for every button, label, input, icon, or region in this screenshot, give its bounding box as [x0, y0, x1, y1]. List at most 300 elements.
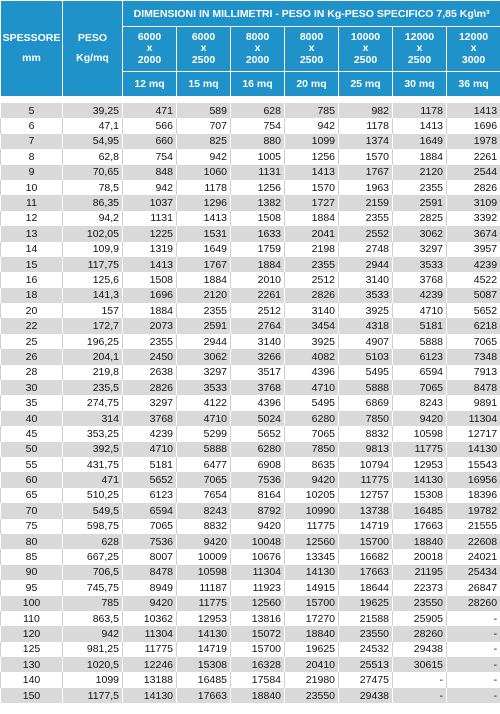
sheet-weight-cell: 18644	[339, 580, 393, 595]
sheet-weight-cell: 1037	[123, 195, 177, 210]
table-row	[1, 657, 500, 672]
sheet-weight-cell: -	[393, 688, 447, 703]
thickness-cell: 12	[1, 211, 63, 226]
table-row	[1, 457, 500, 472]
sheet-weight-cell: 27475	[339, 672, 393, 687]
table-row	[1, 149, 500, 164]
size-header: 8000 x 2500	[285, 27, 339, 72]
sheet-weight-cell: 5888	[393, 334, 447, 349]
sheet-weight-cell: 6594	[393, 365, 447, 380]
sheet-weight-cell: 4239	[123, 426, 177, 441]
sheet-weight-cell: 1413	[123, 257, 177, 272]
sheet-weight-cell: 29438	[339, 688, 393, 703]
sheet-weight-cell: 1178	[393, 103, 447, 118]
table-row	[1, 626, 500, 641]
sheet-weight-cell: -	[447, 611, 500, 626]
weight-per-sqm-cell: 314	[63, 411, 123, 426]
sheet-weight-cell: 10205	[285, 488, 339, 503]
sheet-weight-cell: 4082	[285, 349, 339, 364]
sheet-weight-cell: -	[447, 642, 500, 657]
sheet-weight-cell: 3297	[177, 365, 231, 380]
sheet-weight-cell: 14719	[177, 642, 231, 657]
sheet-weight-cell: 11775	[285, 519, 339, 534]
sheet-weight-cell: 660	[123, 134, 177, 149]
sheet-weight-cell: 11187	[177, 580, 231, 595]
thickness-cell: 150	[1, 688, 63, 703]
table-row	[1, 688, 500, 703]
sheet-weight-cell: 9420	[231, 519, 285, 534]
table-row	[1, 519, 500, 534]
sheet-weight-cell: 7065	[285, 426, 339, 441]
weight-per-sqm-cell: 745,75	[63, 580, 123, 595]
sheet-weight-cell: 2826	[123, 380, 177, 395]
sheet-weight-cell: 8635	[285, 457, 339, 472]
sheet-weight-cell: 15700	[285, 596, 339, 611]
sheet-weight-cell: 2748	[339, 242, 393, 257]
table-row	[1, 503, 500, 518]
sheet-weight-cell: 2944	[339, 257, 393, 272]
thickness-cell: 120	[1, 626, 63, 641]
table-row	[1, 365, 500, 380]
sheet-weight-cell: 25905	[393, 611, 447, 626]
sheet-weight-cell: 1884	[393, 149, 447, 164]
thickness-cell: 85	[1, 549, 63, 564]
weight-per-sqm-cell: 471	[63, 472, 123, 487]
weight-per-sqm-cell: 274,75	[63, 395, 123, 410]
area-header: 25 mq	[339, 72, 393, 97]
table-row	[1, 642, 500, 657]
sheet-weight-cell: 10794	[339, 457, 393, 472]
sheet-weight-cell: 1131	[231, 165, 285, 180]
sheet-weight-cell: 2826	[447, 180, 500, 195]
sheet-weight-cell: 4907	[339, 334, 393, 349]
sheet-weight-cell: 1131	[123, 211, 177, 226]
thickness-cell: 55	[1, 457, 63, 472]
sheet-weight-cell: 23550	[393, 596, 447, 611]
sheet-weight-cell: 2159	[339, 195, 393, 210]
thickness-cell: 100	[1, 596, 63, 611]
sheet-weight-cell: -	[447, 626, 500, 641]
sheet-weight-cell: 10598	[177, 565, 231, 580]
sheet-weight-cell: 22373	[393, 580, 447, 595]
sheet-weight-cell: 942	[123, 180, 177, 195]
sheet-weight-cell: 22608	[447, 534, 500, 549]
thickness-cell: 40	[1, 411, 63, 426]
sheet-weight-cell: 3297	[123, 395, 177, 410]
thickness-cell: 140	[1, 672, 63, 687]
sheet-weight-cell: 2512	[285, 272, 339, 287]
sheet-weight-cell: 17663	[339, 565, 393, 580]
sheet-weight-cell: 1696	[123, 288, 177, 303]
sheet-weight-cell: 628	[231, 103, 285, 118]
sheet-weight-cell: 1649	[393, 134, 447, 149]
sheet-weight-cell: 13188	[123, 672, 177, 687]
sheet-weight-cell: 19625	[285, 642, 339, 657]
sheet-weight-cell: 2261	[447, 149, 500, 164]
sheet-weight-cell: 24532	[339, 642, 393, 657]
sheet-weight-cell: 1225	[123, 226, 177, 241]
sheet-weight-cell: 848	[123, 165, 177, 180]
sheet-weight-cell: 6123	[123, 488, 177, 503]
weight-per-sqm-cell: 706,5	[63, 565, 123, 580]
sheet-weight-cell: 1570	[285, 180, 339, 195]
weight-per-sqm-cell: 667,25	[63, 549, 123, 564]
sheet-weight-cell: 6869	[339, 395, 393, 410]
sheet-weight-cell: 982	[339, 103, 393, 118]
sheet-weight-cell: 9813	[339, 442, 393, 457]
sheet-weight-cell: 12246	[123, 657, 177, 672]
sheet-weight-cell: 1413	[447, 103, 500, 118]
sheet-weight-cell: 21980	[285, 672, 339, 687]
sheet-weight-cell: 8832	[177, 519, 231, 534]
sheet-weight-cell: 5652	[123, 472, 177, 487]
sheet-weight-cell: 11775	[339, 472, 393, 487]
sheet-weight-cell: 17584	[231, 672, 285, 687]
sheet-weight-cell: 5103	[339, 349, 393, 364]
sheet-weight-cell: 5087	[447, 288, 500, 303]
sheet-weight-cell: 1382	[231, 195, 285, 210]
sheet-weight-cell: 3140	[285, 303, 339, 318]
sheet-weight-cell: 6218	[447, 318, 500, 333]
sheet-weight-cell: 5495	[339, 365, 393, 380]
sheet-weight-cell: 12953	[393, 457, 447, 472]
sheet-weight-cell: 10676	[231, 549, 285, 564]
sheet-weight-cell: 3062	[177, 349, 231, 364]
sheet-weight-cell: 29438	[393, 642, 447, 657]
sheet-weight-cell: 8949	[123, 580, 177, 595]
sheet-weight-cell: 4710	[393, 303, 447, 318]
sheet-weight-cell: 2591	[177, 318, 231, 333]
sheet-weight-cell: 10009	[177, 549, 231, 564]
sheet-weight-cell: 3297	[393, 242, 447, 257]
weight-per-sqm-cell: 353,25	[63, 426, 123, 441]
sheet-weight-cell: 9420	[123, 596, 177, 611]
sheet-weight-cell: 785	[285, 103, 339, 118]
size-header: 6000 x 2500	[177, 27, 231, 72]
sheet-weight-cell: 3768	[231, 380, 285, 395]
weight-per-sqm-cell: 62,8	[63, 149, 123, 164]
weight-per-sqm-cell: 785	[63, 596, 123, 611]
area-header: 12 mq	[123, 72, 177, 97]
sheet-weight-cell: 9420	[393, 411, 447, 426]
sheet-weight-cell: 18840	[231, 688, 285, 703]
sheet-weight-cell: 7065	[447, 334, 500, 349]
sheet-weight-cell: 21195	[393, 565, 447, 580]
spessore-header: SPESSORE mm	[1, 1, 63, 97]
sheet-weight-cell: 16956	[447, 472, 500, 487]
sheet-weight-cell: 754	[123, 149, 177, 164]
sheet-weight-cell: 16682	[339, 549, 393, 564]
sheet-weight-cell: 12560	[285, 534, 339, 549]
sheet-weight-cell: 11775	[393, 442, 447, 457]
table-row	[1, 303, 500, 318]
sheet-weight-cell: 14130	[447, 442, 500, 457]
sheet-weight-cell: 2198	[285, 242, 339, 257]
weight-per-sqm-cell: 125,6	[63, 272, 123, 287]
sheet-weight-cell: 1978	[447, 134, 500, 149]
thickness-cell: 11	[1, 195, 63, 210]
thickness-cell: 26	[1, 349, 63, 364]
weight-per-sqm-cell: 141,3	[63, 288, 123, 303]
sheet-weight-cell: -	[447, 672, 500, 687]
sheet-weight-cell: 2355	[339, 211, 393, 226]
sheet-weight-cell: 1633	[231, 226, 285, 241]
thickness-cell: 15	[1, 257, 63, 272]
sheet-weight-cell: 7536	[231, 472, 285, 487]
table-row	[1, 411, 500, 426]
sheet-weight-cell: 1296	[177, 195, 231, 210]
table-row	[1, 534, 500, 549]
sheet-weight-cell: 12757	[339, 488, 393, 503]
sheet-weight-cell: 5024	[231, 411, 285, 426]
thickness-cell: 8	[1, 149, 63, 164]
sheet-weight-cell: 3674	[447, 226, 500, 241]
sheet-weight-cell: 10362	[123, 611, 177, 626]
sheet-weight-cell: 8478	[123, 565, 177, 580]
sheet-weight-cell: 566	[123, 118, 177, 133]
sheet-weight-cell: 8792	[231, 503, 285, 518]
sheet-weight-cell: 7065	[177, 472, 231, 487]
sheet-weight-cell: 1099	[285, 134, 339, 149]
sheet-weight-cell: 14130	[177, 626, 231, 641]
sheet-weight-cell: 1884	[231, 257, 285, 272]
sheet-weight-cell: 3533	[393, 257, 447, 272]
sheet-weight-cell: 16485	[177, 672, 231, 687]
thickness-cell: 6	[1, 118, 63, 133]
thickness-cell: 28	[1, 365, 63, 380]
sheet-weight-cell: 4122	[177, 395, 231, 410]
sheet-weight-cell: 3925	[285, 334, 339, 349]
sheet-weight-cell: 7065	[123, 519, 177, 534]
sheet-weight-cell: 10990	[285, 503, 339, 518]
weight-per-sqm-cell: 598,75	[63, 519, 123, 534]
table-row	[1, 472, 500, 487]
sheet-weight-cell: 6280	[231, 442, 285, 457]
sheet-weight-cell: 1178	[339, 118, 393, 133]
table-row	[1, 426, 500, 441]
sheet-weight-cell: 1727	[285, 195, 339, 210]
sheet-weight-cell: 17270	[285, 611, 339, 626]
sheet-weight-cell: 25434	[447, 565, 500, 580]
weight-per-sqm-cell: 196,25	[63, 334, 123, 349]
thickness-cell: 10	[1, 180, 63, 195]
sheet-weight-cell: 6477	[177, 457, 231, 472]
weight-per-sqm-cell: 157	[63, 303, 123, 318]
thickness-cell: 90	[1, 565, 63, 580]
sheet-weight-cell: 2591	[393, 195, 447, 210]
size-header: 12000 x 2500	[393, 27, 447, 72]
sheet-weight-cell: 1005	[231, 149, 285, 164]
sheet-weight-cell: 2826	[285, 288, 339, 303]
sheet-weight-cell: 1508	[231, 211, 285, 226]
sheet-weight-cell: 4710	[123, 442, 177, 457]
sheet-weight-cell: 1531	[177, 226, 231, 241]
table-row	[1, 118, 500, 133]
sheet-weight-cell: 6594	[123, 503, 177, 518]
weight-per-sqm-cell: 172,7	[63, 318, 123, 333]
sheet-weight-cell: 825	[177, 134, 231, 149]
sheet-weight-cell: 5652	[231, 426, 285, 441]
sheet-weight-cell: 1884	[285, 211, 339, 226]
sheet-weight-cell: 11304	[123, 626, 177, 641]
thickness-cell: 75	[1, 519, 63, 534]
weight-per-sqm-cell: 39,25	[63, 103, 123, 118]
sheet-weight-cell: 3140	[339, 272, 393, 287]
sheet-weight-cell: 5495	[285, 395, 339, 410]
area-header: 36 mq	[447, 72, 500, 97]
sheet-weight-cell: 5888	[339, 380, 393, 395]
sheet-weight-cell: 2544	[447, 165, 500, 180]
sheet-weight-cell: 1884	[123, 303, 177, 318]
sheet-weight-cell: 1413	[177, 211, 231, 226]
table-row	[1, 257, 500, 272]
sheet-weight-cell: 15072	[231, 626, 285, 641]
table-row	[1, 488, 500, 503]
sheet-weight-cell: 6123	[393, 349, 447, 364]
sheet-weight-cell: 2450	[123, 349, 177, 364]
sheet-weight-cell: 4396	[285, 365, 339, 380]
weight-per-sqm-cell: 1099	[63, 672, 123, 687]
thickness-cell: 35	[1, 395, 63, 410]
table-row	[1, 211, 500, 226]
sheet-weight-cell: 25513	[339, 657, 393, 672]
sheet-weight-cell: 8243	[177, 503, 231, 518]
thickness-cell: 95	[1, 580, 63, 595]
size-header: 12000 x 3000	[447, 27, 500, 72]
sheet-weight-cell: 12953	[177, 611, 231, 626]
sheet-weight-cell: 707	[177, 118, 231, 133]
sheet-weight-cell: 7850	[339, 411, 393, 426]
sheet-weight-cell: 16328	[231, 657, 285, 672]
sheet-weight-cell: 1963	[339, 180, 393, 195]
weight-per-sqm-cell: 981,25	[63, 642, 123, 657]
sheet-weight-cell: 1060	[177, 165, 231, 180]
sheet-weight-cell: 23550	[285, 688, 339, 703]
weight-per-sqm-cell: 549,5	[63, 503, 123, 518]
sheet-weight-cell: 2120	[393, 165, 447, 180]
weight-per-sqm-cell: 70,65	[63, 165, 123, 180]
sheet-weight-cell: 11304	[447, 411, 500, 426]
sheet-weight-cell: 1508	[123, 272, 177, 287]
weight-per-sqm-cell: 1020,5	[63, 657, 123, 672]
sheet-weight-cell: 4710	[177, 411, 231, 426]
sheet-weight-cell: 8243	[393, 395, 447, 410]
sheet-weight-cell: 11304	[231, 565, 285, 580]
sheet-weight-cell: 7065	[393, 380, 447, 395]
sheet-weight-cell: 9420	[285, 472, 339, 487]
sheet-weight-cell: 3957	[447, 242, 500, 257]
thickness-cell: 25	[1, 334, 63, 349]
weight-per-sqm-cell: 628	[63, 534, 123, 549]
sheet-weight-cell: 3533	[177, 380, 231, 395]
weight-per-sqm-cell: 109,9	[63, 242, 123, 257]
dimensions-title: DIMENSIONI IN MILLIMETRI - PESO IN Kg-PESO SPECIFICO 7,85 Kg\m³	[123, 1, 500, 27]
sheet-weight-cell: 3517	[231, 365, 285, 380]
sheet-weight-cell: 12717	[447, 426, 500, 441]
thickness-cell: 16	[1, 272, 63, 287]
sheet-weight-cell: 8164	[231, 488, 285, 503]
thickness-cell: 18	[1, 288, 63, 303]
sheet-weight-cell: 2041	[285, 226, 339, 241]
sheet-weight-cell: 4239	[393, 288, 447, 303]
sheet-weight-cell: 7536	[123, 534, 177, 549]
sheet-weight-cell: 880	[231, 134, 285, 149]
sheet-weight-cell: 1178	[177, 180, 231, 195]
sheet-weight-cell: 1767	[177, 257, 231, 272]
size-header: 6000 x 2000	[123, 27, 177, 72]
sheet-weight-cell: 3768	[393, 272, 447, 287]
sheet-weight-cell: 15308	[393, 488, 447, 503]
sheet-weight-cell: 7654	[177, 488, 231, 503]
sheet-weight-cell: 18396	[447, 488, 500, 503]
table-row	[1, 134, 500, 149]
sheet-weight-cell: 3454	[285, 318, 339, 333]
sheet-weight-cell: 4396	[231, 395, 285, 410]
sheet-weight-cell: 471	[123, 103, 177, 118]
sheet-weight-cell: 942	[177, 149, 231, 164]
sheet-weight-cell: 15700	[231, 642, 285, 657]
sheet-weight-cell: 15543	[447, 457, 500, 472]
table-row	[1, 380, 500, 395]
table-row	[1, 611, 500, 626]
sheet-weight-cell: 2261	[231, 288, 285, 303]
sheet-weight-cell: 3533	[339, 288, 393, 303]
sheet-weight-cell: 2552	[339, 226, 393, 241]
sheet-weight-cell: 2355	[123, 334, 177, 349]
sheet-weight-cell: 15700	[339, 534, 393, 549]
sheet-weight-cell: 14915	[285, 580, 339, 595]
weight-per-sqm-cell: 1177,5	[63, 688, 123, 703]
weight-per-sqm-cell: 942	[63, 626, 123, 641]
sheet-weight-cell: 21555	[447, 519, 500, 534]
thickness-cell: 7	[1, 134, 63, 149]
thickness-cell: 13	[1, 226, 63, 241]
sheet-weight-cell: 13345	[285, 549, 339, 564]
sheet-weight-cell: 12560	[231, 596, 285, 611]
sheet-weight-cell: 4522	[447, 272, 500, 287]
table-row	[1, 180, 500, 195]
thickness-cell: 80	[1, 534, 63, 549]
sheet-weight-cell: 8832	[339, 426, 393, 441]
sheet-weight-cell: 13738	[339, 503, 393, 518]
thickness-cell: 60	[1, 472, 63, 487]
sheet-weight-cell: 7850	[285, 442, 339, 457]
sheet-weight-cell: 1413	[285, 165, 339, 180]
sheet-weight-cell: 5888	[177, 442, 231, 457]
table-row	[1, 596, 500, 611]
sheet-weight-cell: 1319	[123, 242, 177, 257]
weight-per-sqm-cell: 78,5	[63, 180, 123, 195]
area-header: 15 mq	[177, 72, 231, 97]
thickness-cell: 110	[1, 611, 63, 626]
sheet-weight-cell: 2355	[393, 180, 447, 195]
weight-per-sqm-cell: 86,35	[63, 195, 123, 210]
table-row	[1, 442, 500, 457]
sheet-weight-cell: 1649	[177, 242, 231, 257]
thickness-cell: 22	[1, 318, 63, 333]
thickness-cell: 70	[1, 503, 63, 518]
sheet-weight-cell: -	[393, 672, 447, 687]
sheet-weight-cell: 8478	[447, 380, 500, 395]
thickness-cell: 9	[1, 165, 63, 180]
sheet-weight-cell: 10048	[231, 534, 285, 549]
area-header: 30 mq	[393, 72, 447, 97]
sheet-weight-cell: 2944	[177, 334, 231, 349]
thickness-cell: 5	[1, 103, 63, 118]
table-row	[1, 349, 500, 364]
sheet-weight-cell: 19625	[339, 596, 393, 611]
sheet-weight-cell: 2355	[177, 303, 231, 318]
